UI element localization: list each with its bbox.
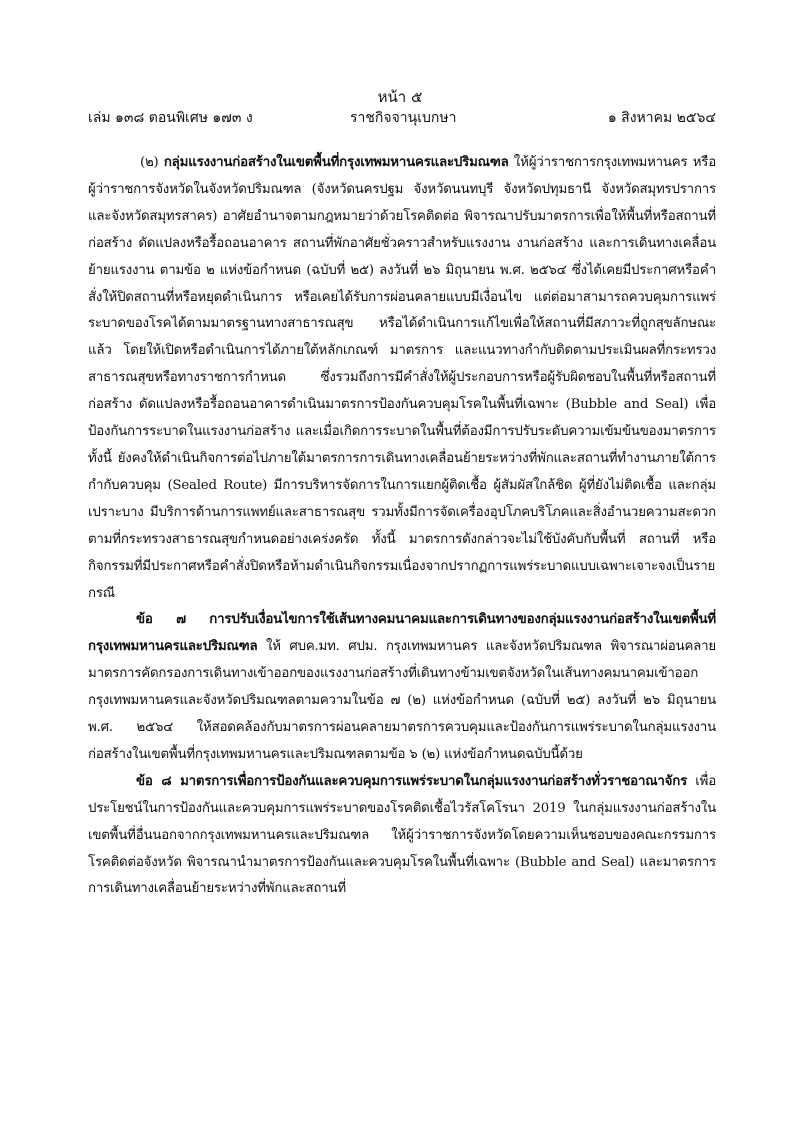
paragraph-construction-bangkok: [88, 150, 716, 607]
item-text: ให้ผู้ว่าราชการกรุงเทพมหานคร หรือผู้ว่าราชการจังหวัดในจังหวัดปริมณฑล (จังหวัดนครปฐม จังหวัดนนทบุรี จังหวัดปทุมธานี จังหวัดสมุทรปราการ และจังหวัดสมุทรสาคร) อาศัยอำนาจตามกฎหมายว่าด้วยโรคติดต่อ พิจารณาปรับมาตรการเพื่อให้พื้นที่หรือสถานที่ก่อสร้าง ดัดแปลงหรือรื้อถอนอาคาร สถานที่พักอาศัยชั่วคราวสำหรับแรงงาน งานก่อสร้าง และการเดินทางเคลื่อนย้ายแรงงาน ตามข้อ ๒ แห่งข้อกำหนด (ฉบับที่ ๒๕) ลงวันที่ ๒๖ มิถุนายน พ.ศ. ๒๕๖๔ ซึ่งได้เคยมีประกาศหรือคำสั่งให้ปิดสถานที่หรือหยุดดำเนินการ หรือเคยได้รับการผ่อนคลายแบบมีเงื่อนไข แต่ต่อมาสามารถควบคุมการแพร่ระบาดของโรคได้ตามมาตรฐานทางสาธารณสุข หรือได้ดำเนินการแก้ไขเพื่อให้สถานที่มีสภาวะที่ถูกสุขลักษณะแล้ว โดยให้เปิดหรือดำเนินการได้ภายใต้หลักเกณฑ์ มาตรการ และแนวทางกำกับติดตามประเมินผลที่กระทรวงสาธารณสุขหรือทางราชการกำหนด ซึ่งรวมถึงการมีคำสั่งให้ผู้ประกอบการหรือผู้รับผิดชอบในพื้นที่หรือสถานที่ก่อสร้าง ดัดแปลงหรือรื้อถอนอาคารดำเนินมาตรการป้องกันควบคุมโรคในพื้นที่เฉพาะ (Bubble and Seal) เพื่อป้องกันการระบาดในแรงงานก่อสร้าง และเมื่อเกิดการระบาดในพื้นที่ต้องมีการปรับระดับความเข้มข้นของมาตรการ ทั้งนี้ ยังคงให้ดำเนินกิจการต่อไปภายใต้มาตรการการเดินทางเคลื่อนย้ายระหว่างที่พักและสถานที่ทำงานภายใต้การกำกับควบคุม (Sealed Route) มีการบริหารจัดการในการแยกผู้ติดเชื้อ ผู้สัมผัสใกล้ชิด ผู้ที่ยังไม่ติดเชื้อ และกลุ่มเปราะบาง มีบริการด้านการแพทย์และสาธารณสุข รวมทั้งมีการจัดเครื่องอุปโภคบริโภคและสิ่งอำนวยความสะดวกตามที่กระทรวงสาธารณสุขกำหนดอย่างเคร่งครัด ทั้งนี้ มาตรการดังกล่าวจะไม่ใช้บังคับกับพื้นที่ สถานที่ หรือกิจกรรมที่มีประกาศหรือคำสั่งปิดหรือห้ามดำเนินกิจกรรมเนื่องจากปรากฏการแพร่ระบาดแบบเฉพาะเจาะจงเป็นรายกรณี: [88, 155, 716, 601]
gazette-header: [88, 107, 716, 127]
clause-7-text: ให้ ศบค.มท. ศปม. กรุงเทพมหานคร และจังหวัดปริมณฑล พิจารณาผ่อนคลายมาตรการคัดกรองการเดินทางเข้าออกของแรงงานก่อสร้างที่เดินทางข้ามเขตจังหวัดในเส้นทางคมนาคมเข้าออกกรุงเทพมหานครและจังหวัดปริมณฑลตามความในข้อ ๗ (๒) แห่งข้อกำหนด (ฉบับที่ ๒๕) ลงวันที่ ๒๖ มิถุนายน พ.ศ. ๒๕๖๔ ให้สอดคล้องกับมาตรการผ่อนคลายมาตรการควบคุมและป้องกันการแพร่ระบาดในกลุ่มแรงงานก่อสร้างในเขตพื้นที่กรุงเทพมหานครและปริมณฑลตามข้อ ๖ (๒) แห่งข้อกำหนดฉบับนี้ด้วย: [88, 639, 716, 762]
clause-7: [88, 607, 716, 768]
clause-7-heading: ข้อ ๗ การปรับเงื่อนไขการใช้เส้นทางคมนาคมและการเดินทางของกลุ่มแรงงานก่อสร้างในเขตพื้นที่กรุงเทพมหานครและปริมณฑล: [88, 612, 716, 655]
publication-name: ราชกิจจานุเบกษา: [350, 110, 457, 126]
publication-date: ๑ สิงหาคม ๒๕๖๔: [607, 110, 716, 126]
clause-8-text: เพื่อประโยชน์ในการป้องกันและควบคุมการแพร่ระบาดของโรคติดเชื้อไวรัสโคโรนา 2019 ในกลุ่มแรงงานก่อสร้างในเขตพื้นที่อื่นนอกจากกรุงเทพมหานครและปริมณฑล ให้ผู้ว่าราชการจังหวัดโดยความเห็นชอบของคณะกรรมการโรคติดต่อจังหวัด พิจารณานำมาตรการป้องกันและควบคุมโรคในพื้นที่เฉพาะ (Bubble and Seal) และมาตรการการเดินทางเคลื่อนย้ายระหว่างที่พักและสถานที่: [88, 773, 716, 897]
clause-8: [88, 769, 716, 904]
item-heading: กลุ่มแรงงานก่อสร้างในเขตพื้นที่กรุงเทพมหานครและปริมณฑล: [163, 155, 509, 170]
clause-8-heading: ข้อ ๘ มาตรการเพื่อการป้องกันและควบคุมการแพร่ระบาดในกลุ่มแรงงานก่อสร้างทั่วราชอาณาจักร: [136, 773, 688, 789]
item-number: (๒): [140, 155, 159, 170]
volume-info: เล่ม ๑๓๘ ตอนพิเศษ ๑๗๓ ง: [88, 110, 253, 126]
document-body: [88, 150, 716, 903]
page-number: หน้า ๕: [377, 88, 423, 106]
